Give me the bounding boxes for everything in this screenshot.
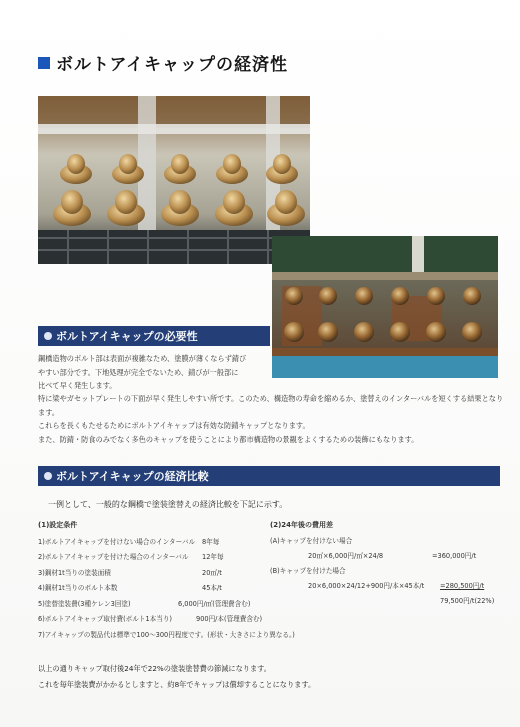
condition-note: 7)アイキャップの製品代は標準で100〜300円程度です。(形状・大きさにより異なる。) [38, 630, 295, 639]
cost-difference-column [270, 520, 510, 610]
necessity-line: また、防錆・防食のみでなく多色のキャップを使うことにより都市構造物の景観をよくするための装飾にもなります。 [38, 434, 419, 444]
necessity-paragraph [38, 352, 268, 393]
condition-row [38, 536, 268, 552]
case-a-label: (A)キャップを付けない場合 [270, 537, 353, 545]
condition-value: 45本/t [202, 584, 222, 592]
case-b-label: (B)キャップを付けた場合 [270, 567, 346, 575]
conditions-column [38, 520, 295, 644]
case-b-calc-row [270, 580, 510, 595]
condition-row [38, 582, 268, 598]
condition-label: 4)鋼材1t当りのボルト本数 [38, 584, 118, 592]
case-b-label-row [270, 565, 510, 580]
conclusion [38, 661, 315, 693]
title-block [38, 50, 288, 75]
case-a-result: =360,000円/t [432, 552, 477, 560]
condition-label: 1)ボルトアイキャップを付けない場合のインターバル [38, 537, 196, 546]
necessity-line: やすい部分です。下地処理が完全でないため、錆びが一般部に [38, 367, 239, 377]
necessity-line: これらを長くもたせるためにボルトアイキャップは有効な防錆キャップとなります。 [38, 421, 310, 430]
difference-row [270, 595, 510, 610]
condition-label: 6)ボルトアイキャップ取付費(ボルト1本当り) [38, 615, 173, 623]
condition-value: 6,000円/㎡(管理費含む) [178, 599, 251, 608]
conclusion-line: これを毎年塗装費がかかるとしますと、約8年でキャップは償却することになります。 [38, 680, 316, 689]
section-economics-title: ボルトアイキャップの経済比較 [56, 470, 209, 483]
condition-label: 2)ボルトアイキャップを付けた場合のインターバル [38, 553, 189, 561]
condition-row [38, 567, 268, 583]
title-square-icon [38, 57, 50, 69]
condition-note-row [38, 629, 295, 645]
condition-label: 5)塗替塗装費(3種ケレン3回塗) [38, 599, 131, 608]
necessity-line: 特に梁やガセットプレートの下面が早く発生しやすい所です。このため、構造物の寿命を縮めるか、塗替えのインターバルを短くする結果となります。 [38, 394, 504, 417]
necessity-line: 鋼橋造物のボルト部は表面が複雑なため、塗膜が薄くならず錆び [38, 354, 247, 363]
case-b-result: =280,500円/t [440, 582, 485, 590]
bolt-cap-photo-1 [38, 96, 310, 264]
case-a-calc-row [270, 550, 510, 565]
condition-label: 3)鋼材1t当りの塗装面積 [38, 568, 111, 577]
case-b-formula: 20×6,000×24/12+900円/本×45本/t [308, 582, 425, 590]
page-title: ボルトアイキャップの経済性 [56, 55, 288, 75]
conclusion-line: 以上の通りキャップ取付後24年で22%の塗装塗替費の節減になります。 [38, 664, 271, 673]
economics-intro: 一例として、一般的な鋼橋で塗装塗替えの経済比較を下記に示す。 [48, 500, 288, 509]
section-necessity-title: ボルトアイキャップの必要性 [56, 330, 198, 343]
condition-value: 12年毎 [202, 553, 224, 561]
condition-value: 8年毎 [202, 537, 220, 546]
case-a-label-row [270, 535, 510, 550]
section-economics-header [38, 466, 500, 486]
necessity-line: 比べて早く発生します。 [38, 381, 117, 390]
rusty-bolts-photo [272, 236, 498, 378]
cost-heading [270, 520, 510, 535]
conditions-heading [38, 520, 268, 536]
condition-row [38, 598, 268, 614]
condition-value: 900円/本(管理費含む) [196, 615, 263, 623]
necessity-paragraph-wide [38, 392, 508, 446]
condition-row [38, 551, 268, 567]
conditions-heading-text: (1)設定条件 [38, 521, 78, 529]
condition-row [38, 613, 268, 629]
case-a-formula: 20㎡×6,000円/㎡×24/8 [308, 552, 384, 560]
cost-heading-text: (2)24年後の費用差 [270, 521, 334, 529]
cost-difference: 79,500円/t(22%) [440, 597, 495, 605]
condition-value: 20㎡/t [202, 568, 222, 577]
bullet-dot-icon [44, 332, 52, 340]
bullet-dot-icon [44, 472, 52, 480]
section-necessity-header [38, 326, 270, 346]
